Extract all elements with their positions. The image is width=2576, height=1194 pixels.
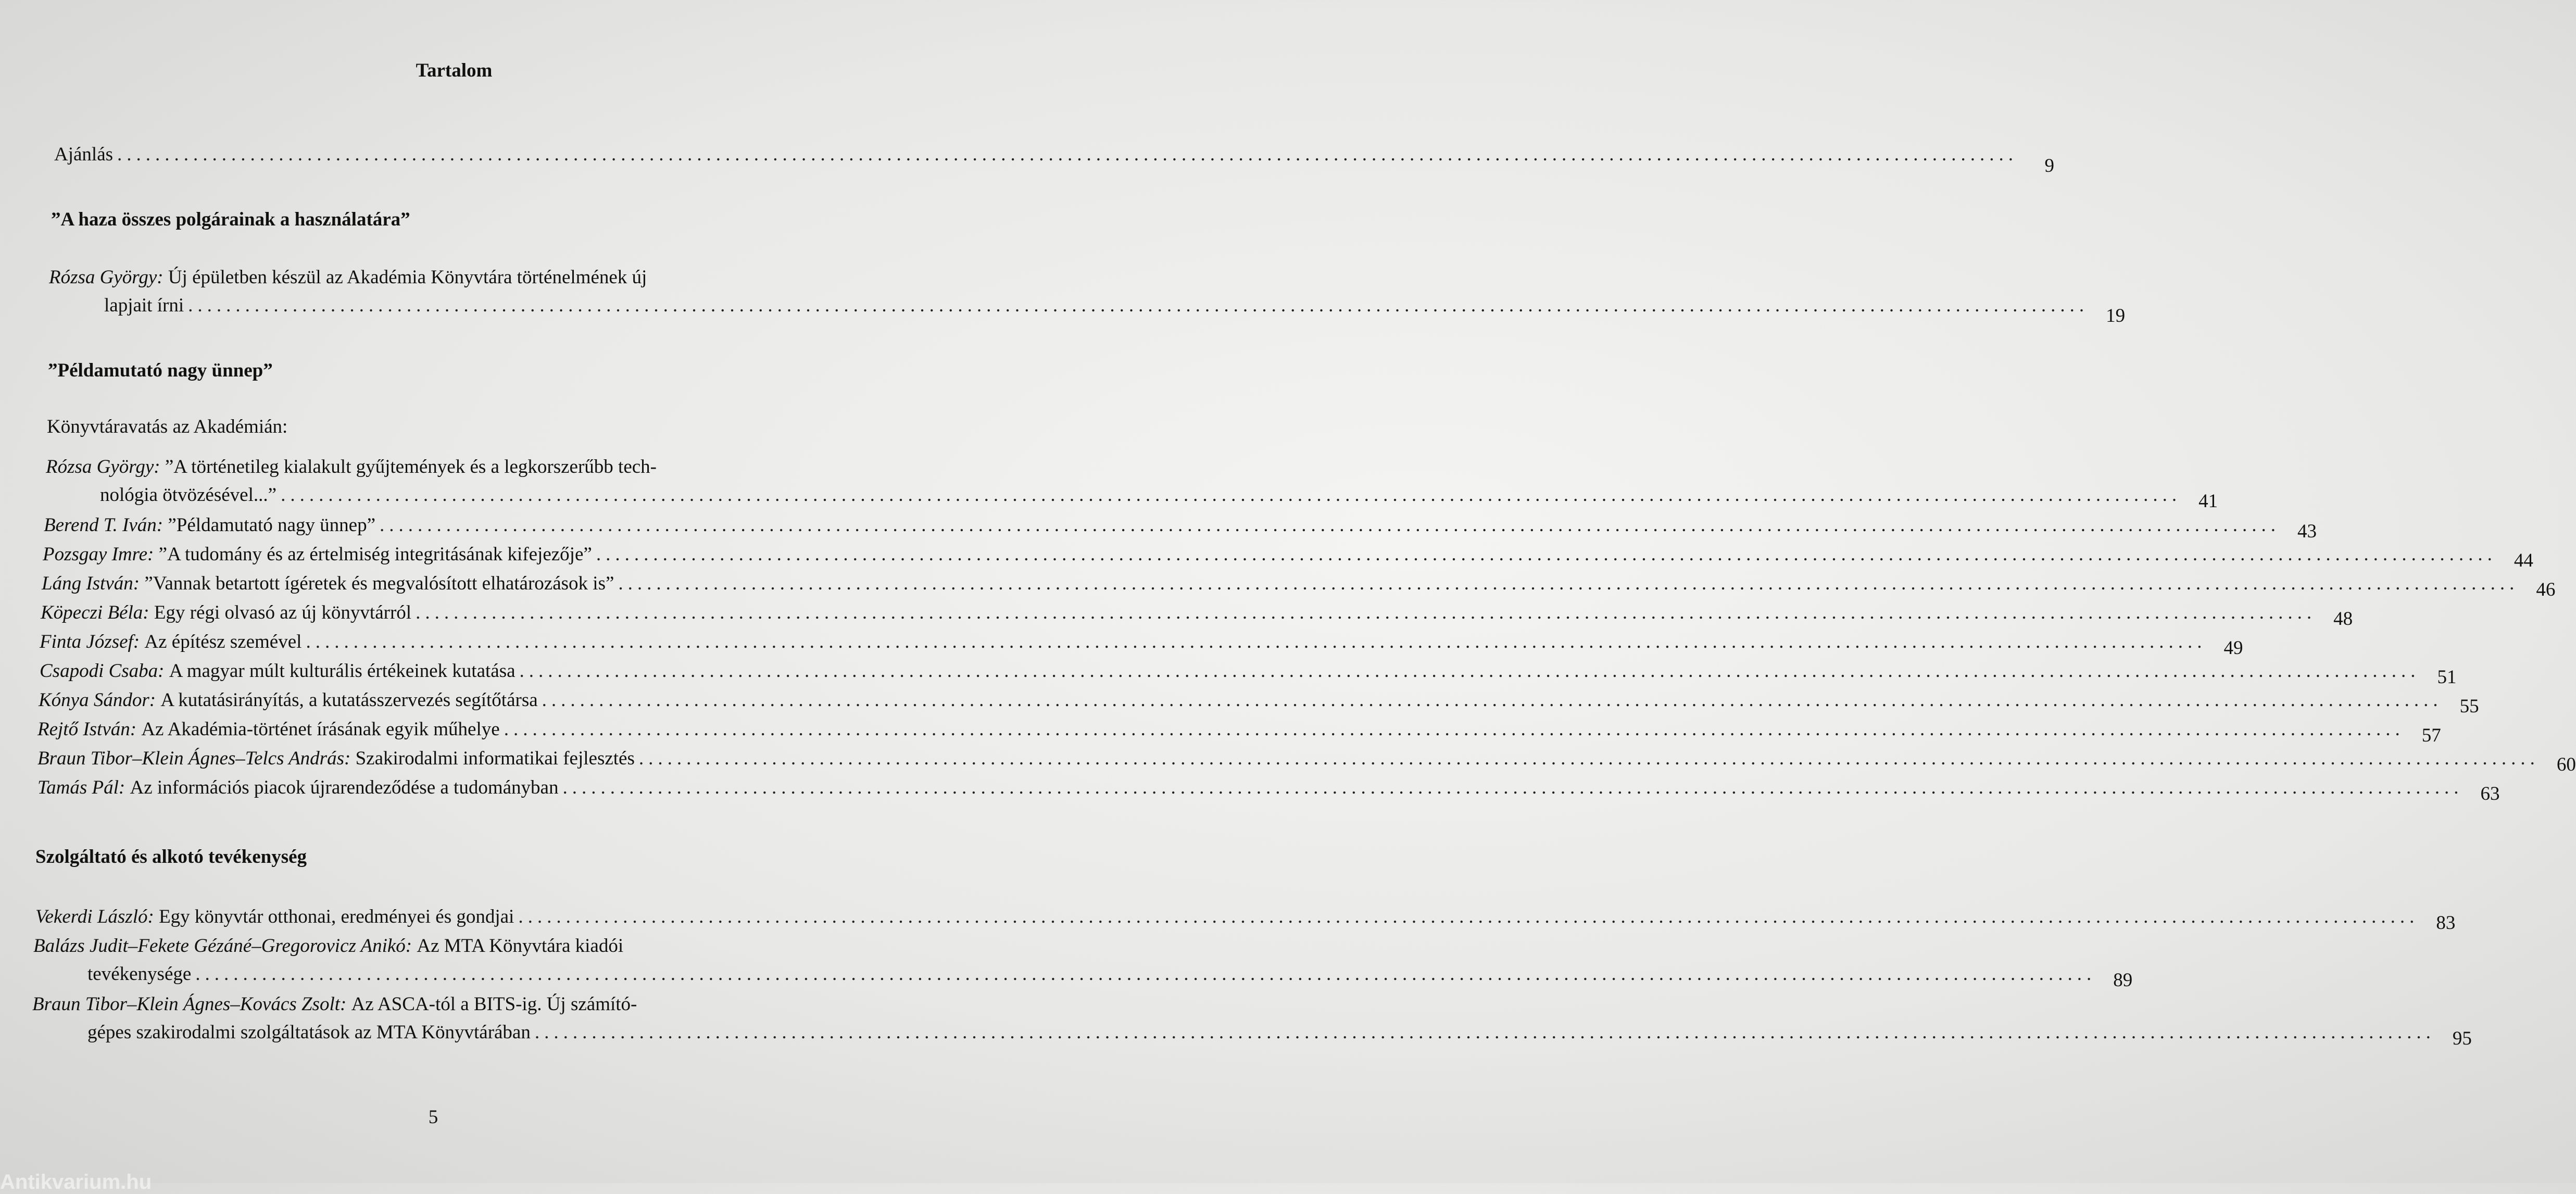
leader-dots: ........................................................................................................................................................................................................ — [542, 689, 2443, 711]
entry-page-number: 9 — [2044, 155, 2055, 177]
entry-page-number: 95 — [2452, 1028, 2472, 1049]
entry-author: Balázs Judit–Fekete Gézáné–Gregorovicz Anikó: — [33, 935, 412, 957]
toc-entry — [42, 570, 2556, 600]
entry-author: Vekerdi László: — [35, 906, 154, 927]
leader-dots: ........................................................................................................................................................................................................ — [596, 544, 2497, 565]
leader-dots: ........................................................................................................................................................................................................ — [416, 602, 2317, 623]
entry-text-continued: tevékenysége — [87, 963, 192, 985]
section-heading: ”Példamutató nagy ünnep” — [48, 360, 273, 381]
leader-dots: ........................................................................................................................................................................................................ — [638, 748, 2540, 769]
entry-author: Köpeczi Béla: — [41, 602, 149, 623]
entry-page-number: 55 — [2459, 696, 2479, 717]
toc-entry — [40, 657, 2457, 688]
entry-line — [49, 263, 847, 292]
toc-entry — [35, 903, 2456, 934]
entry-text: Új épületben készül az Akadémia Könyvtára történelmének új — [168, 267, 647, 288]
toc-entry — [37, 774, 2500, 805]
leader-dots: ........................................................................................................................................................................................................ — [306, 631, 2207, 652]
entry-page-number: 60 — [2556, 754, 2576, 775]
entry-author: Berend T. Iván: — [44, 514, 164, 536]
entry-page-number: 83 — [2436, 912, 2456, 934]
entry-line — [46, 453, 845, 481]
entry-text-continued: lapjait írni — [104, 295, 184, 316]
toc-entry — [33, 932, 2133, 991]
entry-text-continued: gépes szakirodalmi szolgáltatások az MTA Könyvtárában — [87, 1022, 531, 1043]
entry-page-number: 44 — [2514, 550, 2533, 571]
entry-author: Láng István: — [42, 573, 140, 594]
page-title: Tartalom — [416, 60, 493, 81]
entry-author: Kónya Sándor: — [39, 689, 156, 711]
entry-page-number: 19 — [2106, 305, 2126, 326]
entry-author: Pozsgay Imre: — [43, 544, 154, 565]
leader-dots: ........................................................................................................................................................................................................ — [117, 144, 2018, 165]
entry-text: Az ASCA-tól a BITS-ig. Új számító- — [351, 994, 637, 1015]
leader-dots: ........................................................................................................................................................................................................ — [562, 777, 2464, 798]
entry-page-number: 48 — [2333, 608, 2353, 630]
entry-text: ”A történetileg kialakult gyűjtemények és a legkorszerűbb tech- — [165, 456, 657, 477]
entry-author: Csapodi Csaba: — [40, 660, 165, 682]
leader-dots: ........................................................................................................................................................................................................ — [534, 1022, 2435, 1043]
entry-text: Egy könyvtár otthonai, eredményei és gondjai — [159, 906, 514, 927]
toc-entry — [37, 745, 2576, 775]
entry-author: Braun Tibor–Klein Ágnes–Telcs András: — [37, 748, 351, 769]
entry-author: Tamás Pál: — [37, 777, 125, 798]
entry-page-number: 49 — [2223, 637, 2243, 659]
entry-text: A magyar múlt kulturális értékeinek kutatása — [169, 660, 516, 682]
leader-dots: ........................................................................................................................................................................................................ — [188, 295, 2089, 316]
entry-text: Az MTA Könyvtára kiadói — [417, 935, 624, 957]
entry-page-number: 89 — [2113, 970, 2133, 991]
entry-text: Ajánlás — [54, 144, 114, 165]
leader-dots: ........................................................................................................................................................................................................ — [380, 514, 2281, 536]
toc-entry — [39, 686, 2479, 717]
leader-dots: ........................................................................................................................................................................................................ — [504, 719, 2405, 740]
entry-text: Az információs piacok újrarendeződése a tudományban — [130, 777, 559, 798]
entry-page-number: 51 — [2437, 667, 2457, 688]
toc-entry-intro — [54, 141, 2055, 177]
entry-page-number: 41 — [2198, 491, 2218, 512]
entry-line — [54, 141, 2055, 177]
entry-text: Szakirodalmi informatikai fejlesztés — [355, 748, 635, 769]
entry-author: Finta József: — [40, 631, 140, 652]
toc-entry — [40, 628, 2243, 659]
toc-entry — [46, 453, 2218, 512]
entry-line — [33, 932, 840, 960]
entry-line — [32, 1019, 2472, 1049]
leader-dots: ........................................................................................................................................................................................................ — [518, 906, 2419, 927]
page-number: 5 — [428, 1107, 438, 1128]
entry-line — [49, 292, 2126, 326]
entry-author: Rózsa György: — [46, 456, 160, 477]
section-heading: Szolgáltató és alkotó tevékenység — [35, 846, 307, 868]
toc-entry — [32, 990, 2472, 1049]
entry-text: ”A tudomány és az értelmiség integritásának kifejezője” — [158, 544, 592, 565]
toc-entry — [44, 511, 2317, 542]
entry-text-continued: nológia ötvözésével...” — [100, 484, 277, 506]
entry-author: Rejtő István: — [37, 719, 137, 740]
leader-dots: ........................................................................................................................................................................................................ — [281, 484, 2182, 506]
entry-text: ”Példamutató nagy ünnep” — [168, 514, 376, 536]
toc-entry — [49, 263, 2126, 326]
toc-entry — [43, 541, 2533, 571]
entry-text: Egy régi olvasó az új könyvtárról — [154, 602, 412, 623]
leader-dots: ........................................................................................................................................................................................................ — [618, 573, 2519, 594]
entry-line — [32, 990, 840, 1019]
section-heading: ”A haza összes polgárainak a használatára” — [51, 209, 410, 230]
entry-line — [33, 960, 2133, 991]
entry-page-number: 63 — [2480, 783, 2500, 805]
entry-text: ”Vannak betartott ígéretek és megvalósított elhatározások is” — [144, 573, 614, 594]
entry-author: Rózsa György: — [49, 267, 164, 288]
toc-entry — [41, 599, 2353, 630]
entry-page-number: 43 — [2297, 521, 2317, 542]
entry-text: Az építész szemével — [144, 631, 302, 652]
entry-page-number: 57 — [2421, 725, 2441, 746]
entry-line — [46, 481, 2218, 512]
section-subheading: Könyvtáravatás az Akadémián: — [47, 416, 288, 437]
leader-dots: ........................................................................................................................................................................................................ — [195, 963, 2096, 985]
entry-text: Az Akadémia-történet írásának egyik műhelye — [141, 719, 500, 740]
leader-dots: ........................................................................................................................................................................................................ — [519, 660, 2420, 682]
entry-page-number: 46 — [2536, 579, 2556, 600]
entry-author: Braun Tibor–Klein Ágnes–Kovács Zsolt: — [32, 994, 347, 1015]
watermark: Antikvarium.hu — [0, 1171, 152, 1193]
toc-entry — [37, 715, 2441, 746]
entry-text: A kutatásirányítás, a kutatásszervezés segítőtársa — [160, 689, 538, 711]
